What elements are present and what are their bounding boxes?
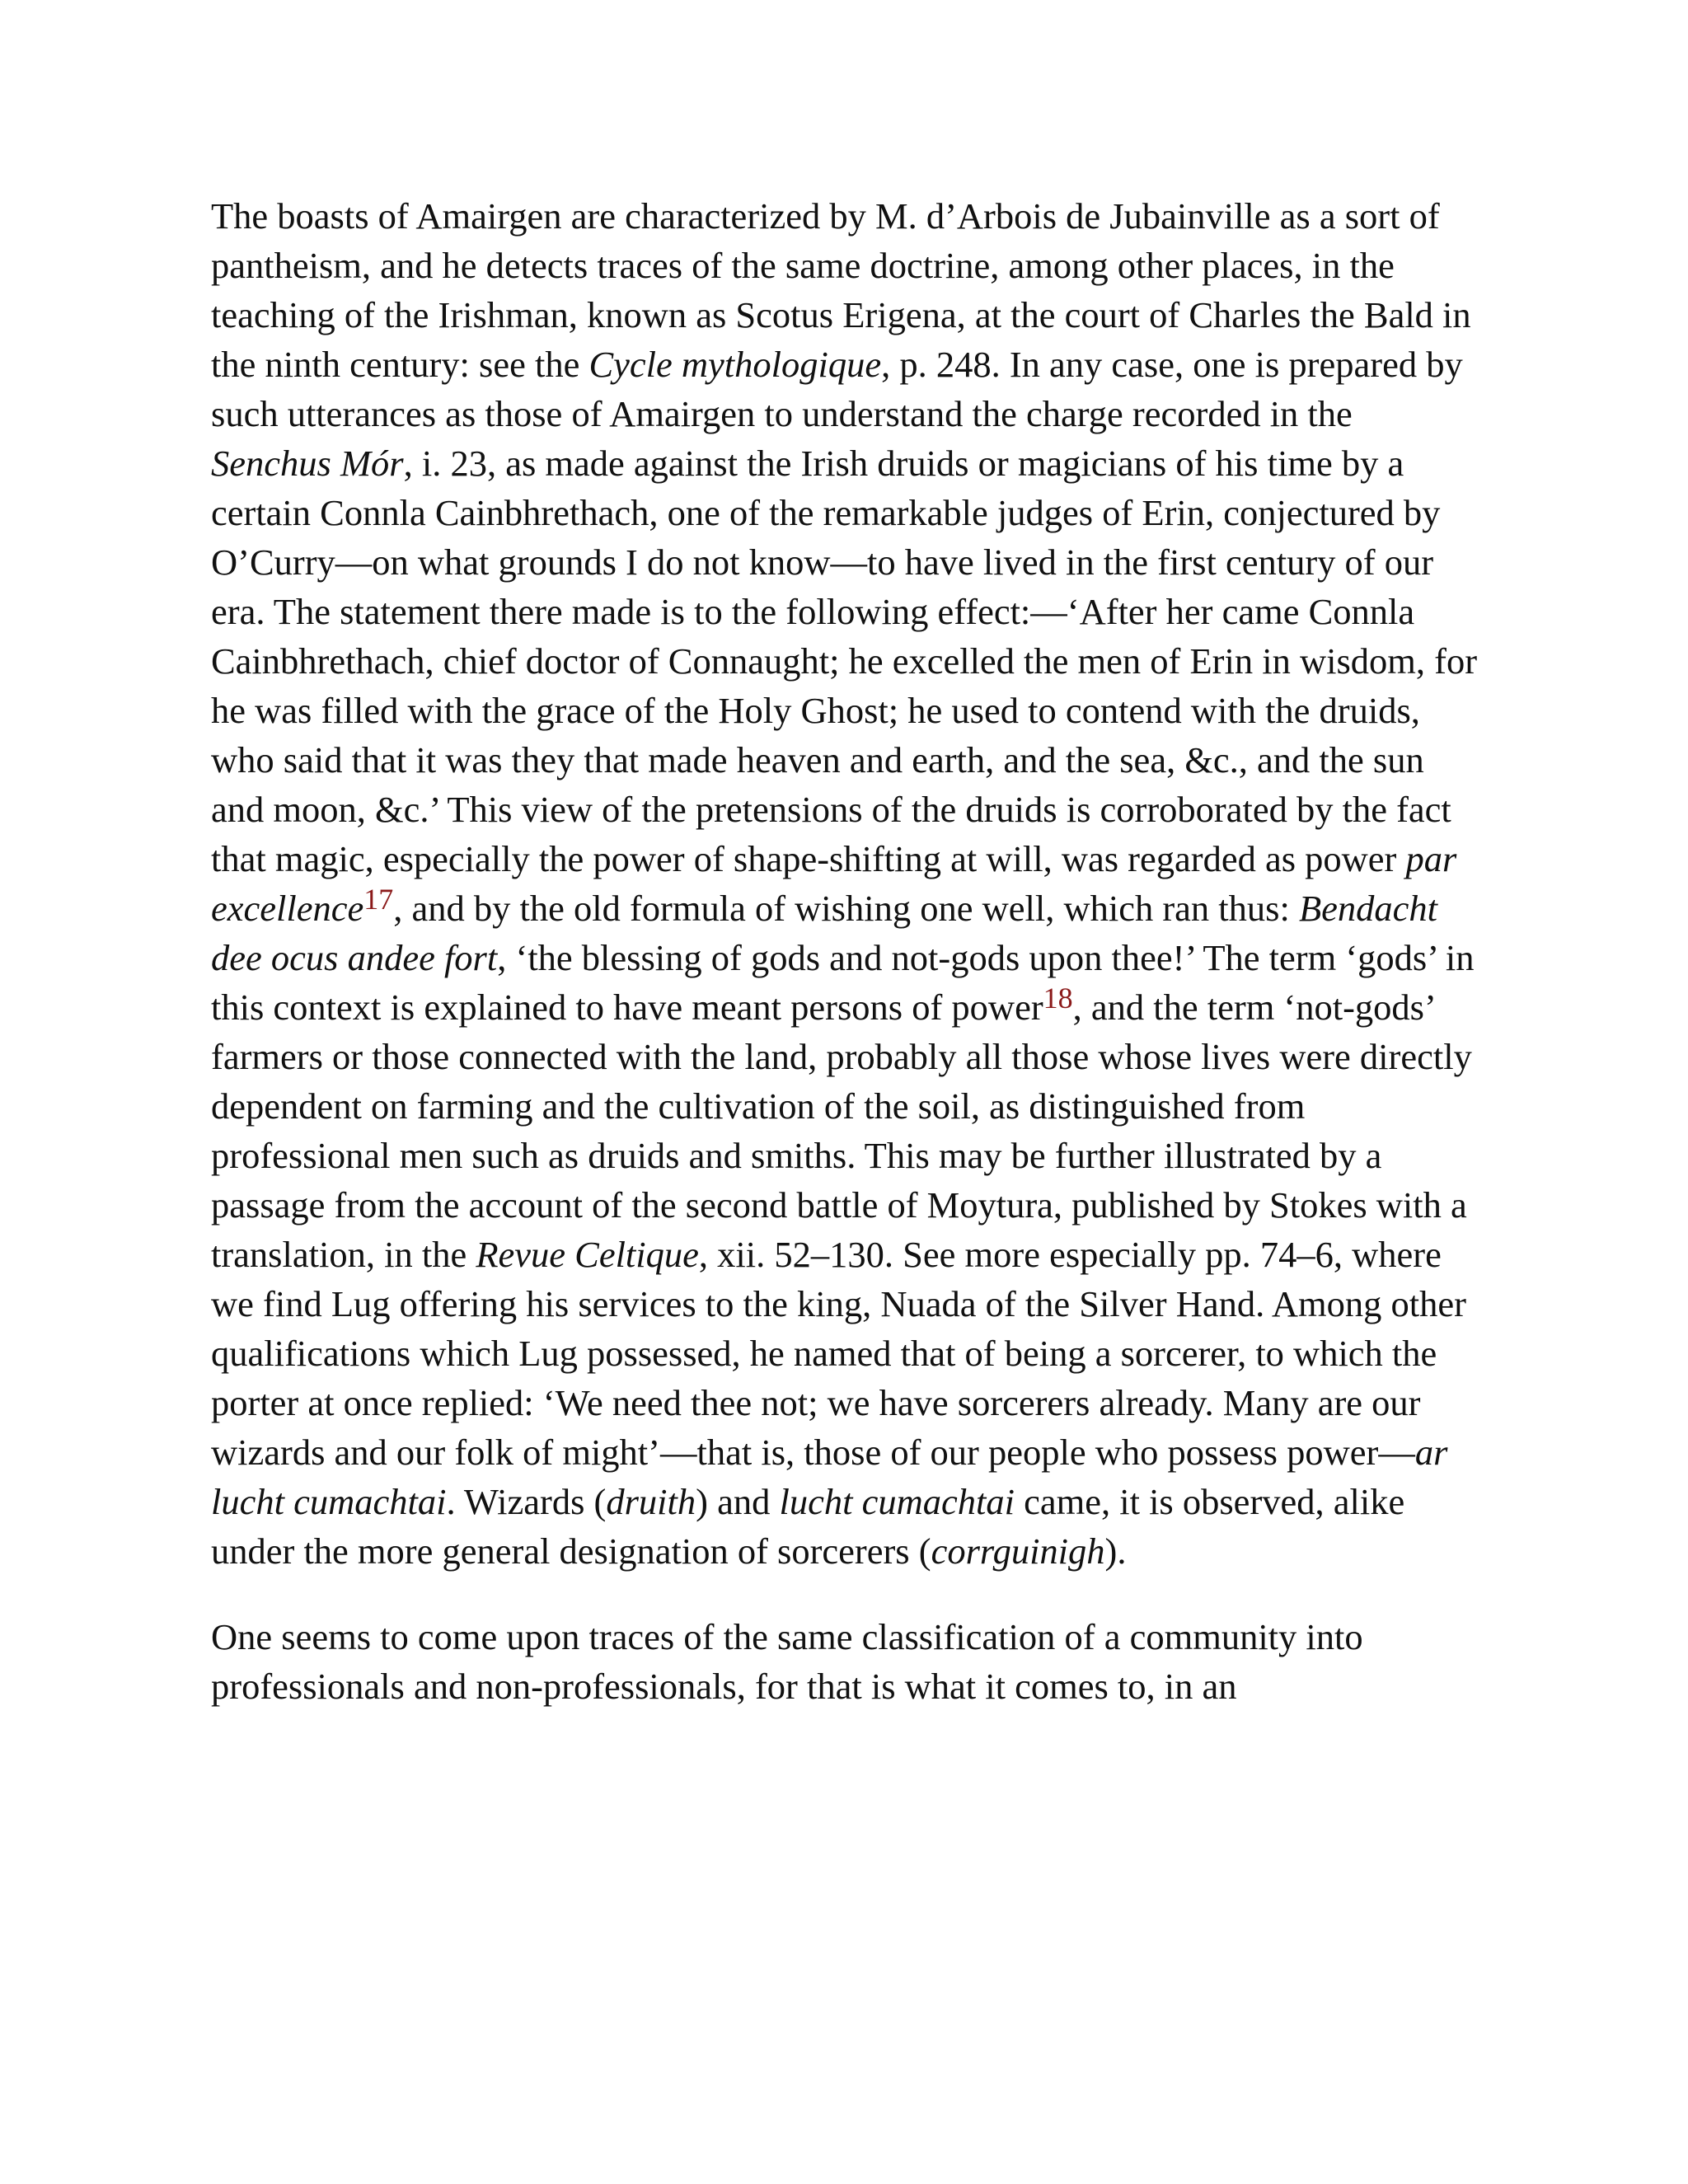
text-run: , p. 248. In any case, one is prepared by such utterances as those of Amairgen to understand the charge recorded in the [211,344,1463,434]
text-run: , ‘the blessing of gods and not-gods upon thee!’ The term ‘gods’ in this context is explained to have meant persons of power [211,937,1475,1028]
italic-title: Revue Celtique [476,1234,699,1275]
italic-phrase: corrguinigh [931,1530,1105,1572]
text-run: , and by the old formula of wishing one well, which ran thus: [393,888,1299,929]
italic-title: Cycle mythologique [588,344,882,385]
footnote-link[interactable]: 17 [363,883,394,916]
italic-phrase: druith [606,1481,696,1522]
text-run: , and the term ‘not-gods’ farmers or those connected with the land, probably all those whose lives were directly dependent on farming and the cultivation of the soil, as distinguished from professional men such as druids and smiths. This may be further illustrated by a passage from the account of the second battle of Moytura, published by Stokes with a translation, in the [211,987,1472,1275]
text-run: One seems to come upon traces of the same classification of a community into professionals and non-professionals, for that is what it comes to, in an [211,1616,1363,1707]
paragraph [211,191,1480,1576]
footnote-link[interactable]: 18 [1043,982,1073,1015]
text-run: , xii. 52–130. See more especially pp. 74–6, where we find Lug offering his services to the king, Nuada of the Silver Hand. Among other qualifications which Lug possessed, he named that of being a sorcerer, to which the porter at once replied: ‘We need thee not; we have sorcerers already. Many are our wizards and our folk of might’—that is, those of our people who possess power— [211,1234,1466,1473]
italic-title: Senchus Mór [211,443,404,484]
text-run: ) and [696,1481,780,1522]
italic-phrase: ar lucht cumachtai [211,1432,1448,1522]
text-run: came, it is observed, alike under the more general designation of sorcerers ( [211,1481,1405,1572]
page-body [211,191,1480,1747]
text-run: ). [1104,1530,1127,1572]
text-run: The boasts of Amairgen are characterized by M. d’Arbois de Jubainville as a sort of pantheism, and he detects traces of the same doctrine, among other places, in the teaching of the Irishman, known as Scotus Erigena, at the court of Charles the Bald in the ninth century: see the [211,195,1471,385]
paragraph [211,1612,1480,1711]
italic-phrase: lucht cumachtai [779,1481,1015,1522]
text-run: . Wizards ( [446,1481,607,1522]
text-run: , i. 23, as made against the Irish druids or magicians of his time by a certain Connla Cainbhrethach, one of the remarkable judges of Erin, conjectured by O’Curry—on what grounds I do not know—to have lived in the first century of our era. The statement there made is to the following effect:—‘After her came Connla Cainbhrethach, chief doctor of Connaught; he excelled the men of Erin in wisdom, for he was filled with the grace of the Holy Ghost; he used to contend with the druids, who said that it was they that made heaven and earth, and the sea, &c., and the sun and moon, &c.’ This view of the pretensions of the druids is corroborated by the fact that magic, especially the power of shape-shifting at will, was regarded as power [211,443,1478,879]
italic-phrase: Bendacht dee ocus andee fort [211,888,1438,978]
italic-phrase: par excellence [211,838,1457,929]
